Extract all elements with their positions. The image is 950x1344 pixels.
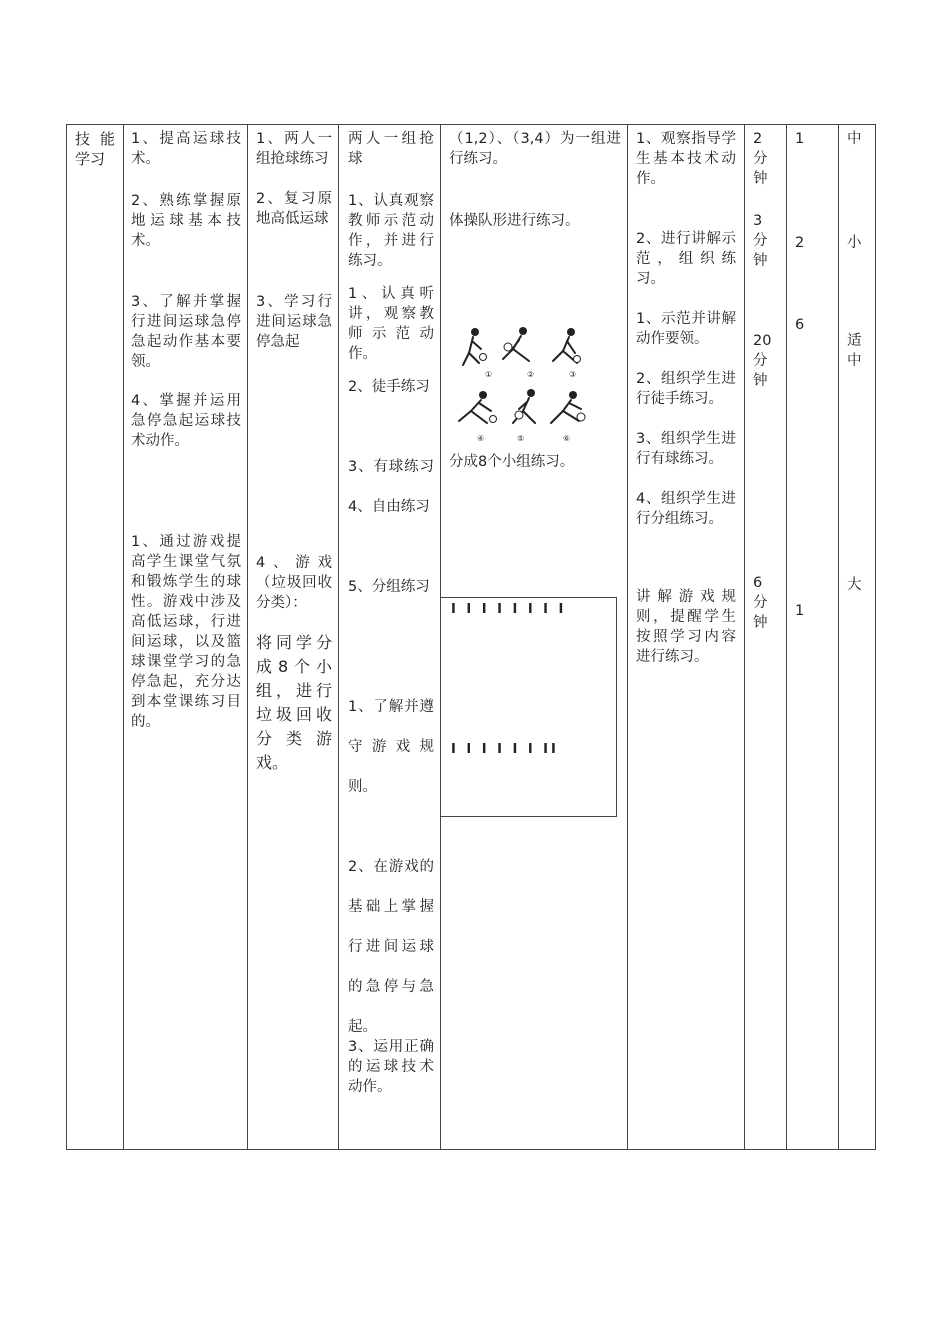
formation-row-2: I I I I I I II xyxy=(451,742,559,757)
intensity-3: 适 中 xyxy=(847,333,862,369)
player-figure xyxy=(553,328,581,363)
illus-label: ③ xyxy=(569,370,577,379)
teacher-1: 1、观察指导学生基本技术动作。 xyxy=(636,131,736,187)
objective-4: 4、掌握并运用急停急起运球技术动作。 xyxy=(131,393,241,449)
teacher-5: 3、组织学生进行有球练习。 xyxy=(636,431,736,467)
column-divider xyxy=(838,125,839,1149)
method-1: 两人一组抢球 xyxy=(348,131,434,167)
intensity-2: 小 xyxy=(847,235,862,251)
intensity-4: 大 xyxy=(847,577,862,593)
count-4: 1 xyxy=(795,603,805,619)
count-1: 1 xyxy=(795,131,805,147)
method-6: 5、分组练习 xyxy=(348,579,430,595)
intensity-1: 中 xyxy=(847,131,862,147)
count-2: 2 xyxy=(795,235,805,251)
objective-1: 1、提高运球技术。 xyxy=(131,131,241,167)
column-divider xyxy=(627,125,628,1149)
player-figure xyxy=(463,328,487,365)
method-3: 1、认真听讲，观察教师示范动作。 xyxy=(348,286,434,362)
column-divider xyxy=(123,125,124,1149)
method-8: 2、在游戏的基础上掌握行进间运球的急停与急起。 xyxy=(348,859,434,1035)
illus-label: ⑥ xyxy=(563,434,571,443)
content-4: 4、游戏（垃圾回收分类）： xyxy=(256,555,332,611)
content-1: 1、两人一组抢球练习 xyxy=(256,131,332,167)
content-2: 2、复习原地高低运球 xyxy=(256,191,332,227)
method-9: 3、运用正确的运球技术动作。 xyxy=(348,1039,434,1095)
method-2: 1、认真观察教师示范动作，并进行练习。 xyxy=(348,193,434,269)
illus-label: ④ xyxy=(477,434,485,443)
content-4-detail: 将同学分成8个小组，进行垃圾回收分类游戏。 xyxy=(256,633,332,772)
teacher-7: 讲解游戏规则，提醒学生按照学习内容进行练习。 xyxy=(636,589,736,665)
teacher-2: 2、进行讲解示范，组织练习。 xyxy=(636,231,736,287)
column-divider xyxy=(786,125,787,1149)
time-2: 3 分 钟 xyxy=(753,213,768,269)
org-2: 体操队形进行练习。 xyxy=(449,213,580,229)
time-4: 6 分 钟 xyxy=(753,575,768,631)
column-divider xyxy=(247,125,248,1149)
org-3: 分成8个小组练习。 xyxy=(449,454,575,470)
method-4: 2、徒手练习 xyxy=(348,379,430,395)
objective-game: 1、通过游戏提高学生课堂气氛和锻炼学生的球性。游戏中涉及高低运球，行进间运球，以及篮球课堂学习的急停急起，充分达到本堂课练习目的。 xyxy=(131,534,241,730)
teacher-3: 1、示范并讲解动作要领。 xyxy=(636,311,736,347)
objective-2: 2、熟练掌握原地运球基本技术。 xyxy=(131,193,241,249)
method-7: 1、了解并遵守游戏规则。 xyxy=(348,699,434,795)
player-figure xyxy=(513,389,535,423)
lesson-plan-table xyxy=(66,124,876,1150)
time-1: 2 分 钟 xyxy=(753,131,768,187)
player-figure xyxy=(503,327,529,361)
illus-label: ① xyxy=(485,370,493,379)
content-3: 3、学习行进间运球急停急起 xyxy=(256,294,332,350)
method-5: 3、有球练习4、自由练习 xyxy=(348,459,434,515)
formation-row-1: I I I I I I I I xyxy=(451,602,567,617)
illus-label: ② xyxy=(527,370,535,379)
player-figure xyxy=(551,391,585,423)
count-3: 6 xyxy=(795,317,805,333)
column-divider xyxy=(744,125,745,1149)
column-divider xyxy=(338,125,339,1149)
dribbling-players-image xyxy=(453,325,593,447)
illus-label: ⑤ xyxy=(517,434,525,443)
category-label: 技能学习 xyxy=(75,130,115,168)
teacher-6: 4、组织学生进行分组练习。 xyxy=(636,491,736,527)
formation-diagram xyxy=(440,597,617,817)
time-3: 20 分 钟 xyxy=(753,333,772,389)
dribble-illustration xyxy=(453,325,593,447)
player-figure xyxy=(459,391,497,423)
objective-3: 3、了解并掌握行进间运球急停急起动作基本要领。 xyxy=(131,294,241,370)
teacher-4: 2、组织学生进行徒手练习。 xyxy=(636,371,736,407)
org-1: （1,2）、（3,4）为一组进行练习。 xyxy=(449,131,621,167)
